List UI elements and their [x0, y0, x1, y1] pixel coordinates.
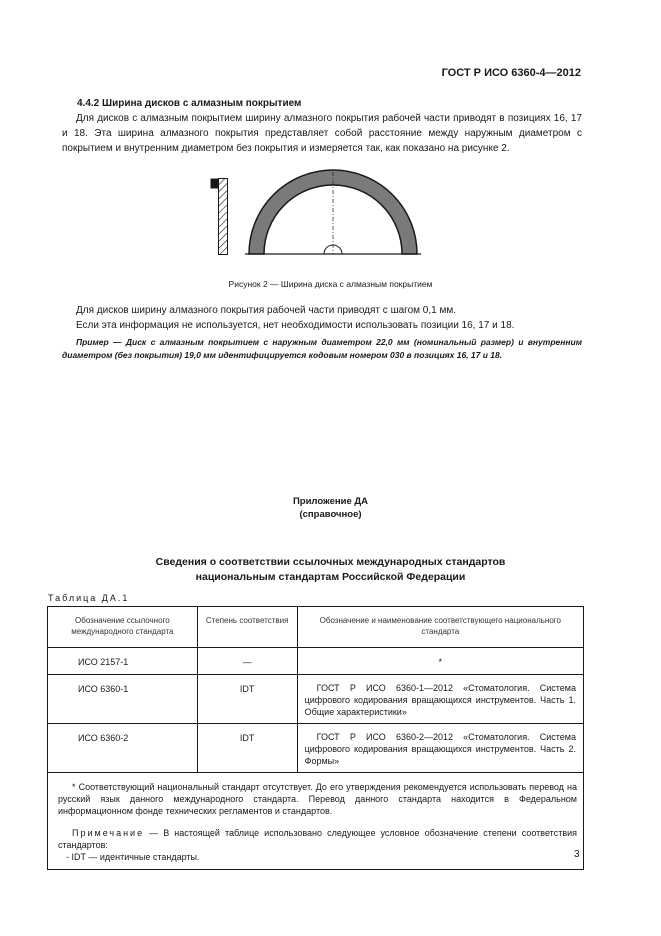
cell-ref: ИСО 2157-1: [48, 648, 198, 675]
figure-2-diagram: [0, 0, 661, 280]
table-row: [48, 648, 584, 675]
appendix-title: Приложение ДА: [292, 496, 369, 507]
table-footnote: * Соответствующий национальный стандарт отсутствует. До его утверждения рекомендуется использовать перевод на русский язык данного международного стандарта. Перевод данного стандарта находится в Федеральном информационном фонде технических регламентов и стандартов.: [58, 782, 577, 816]
table-row: [48, 675, 584, 724]
appendix-heading: [0, 495, 661, 521]
table-note: [58, 827, 577, 851]
cell-degree: —: [197, 648, 297, 675]
cell-national: *: [297, 648, 583, 675]
section-paragraph-1: Для дисков с алмазным покрытием ширину алмазного покрытия рабочей части приводят в позициях 16, 17 и 18. Эта ширина алмазного покрытия представляет собой расстояние между наружным диаметром с покрытием и внутренним диаметром без покрытия и измеряется так, как показано на рисунке 2.: [62, 113, 582, 154]
table-label: Таблица ДА.1: [48, 593, 130, 603]
cell-national: [297, 675, 583, 724]
cell-degree: IDT: [197, 724, 297, 773]
column-header-ref: Обозначение ссылочного международного стандарта: [48, 607, 198, 648]
table-title-line-2: национальным стандартам Российской Федерации: [195, 571, 466, 583]
table-note-item: - IDT — идентичные стандарты.: [66, 852, 200, 862]
cell-national-text: ГОСТ Р ИСО 6360-1—2012 «Стоматология. Система цифрового кодирования вращающихся инструментов. Часть 1. Общие характеристики»: [304, 683, 576, 717]
table-notes-row: [48, 773, 584, 870]
cell-national: [297, 724, 583, 773]
note-label: Примечание: [72, 828, 145, 838]
table-title-line-1: Сведения о соответствии ссылочных международных стандартов: [155, 556, 506, 568]
figure-caption: Рисунок 2 — Ширина диска с алмазным покрытием: [228, 279, 433, 289]
example-label: Пример —: [76, 337, 122, 347]
table-header-row: [48, 607, 584, 648]
disc-side-profile: [211, 179, 228, 255]
cell-ref: ИСО 6360-1: [48, 675, 198, 724]
column-header-national: Обозначение и наименование соответствующего национального стандарта: [297, 607, 583, 648]
section-title: 4.4.2 Ширина дисков с алмазным покрытием: [77, 98, 302, 109]
cell-national-text: ГОСТ Р ИСО 6360-2—2012 «Стоматология. Система цифрового кодирования вращающихся инструментов. Часть 2. Формы»: [304, 732, 576, 766]
table-row: [48, 724, 584, 773]
column-header-degree: Степень соответствия: [197, 607, 297, 648]
table-notes: [48, 773, 584, 870]
disc-front-view: [245, 170, 421, 254]
correspondence-table: [47, 606, 584, 870]
note-text: — В настоящей таблице использовано следующее условное обозначение степени соответствия стандартов:: [58, 828, 577, 850]
cell-ref: ИСО 6360-2: [48, 724, 198, 773]
example-text: Диск с алмазным покрытием с наружным диаметром 22,0 мм (номинальный размер) и внутренним диаметром (без покрытия) 19,0 мм идентифицируется кодовым номером 030 в позициях 16, 17 и 18.: [62, 337, 582, 360]
example-paragraph: [62, 336, 582, 362]
table-heading: [0, 555, 661, 585]
section-paragraph-3: Если эта информация не используется, нет необходимости использовать позиции 16, 17 и 18.: [76, 320, 515, 331]
document-code-header: ГОСТ Р ИСО 6360-4—2012: [441, 67, 581, 79]
section-paragraph-2: Для дисков ширину алмазного покрытия рабочей части приводят с шагом 0,1 мм.: [76, 305, 457, 316]
appendix-subtitle: (справочное): [299, 509, 362, 520]
cell-degree: IDT: [197, 675, 297, 724]
page-number: 3: [574, 849, 580, 860]
